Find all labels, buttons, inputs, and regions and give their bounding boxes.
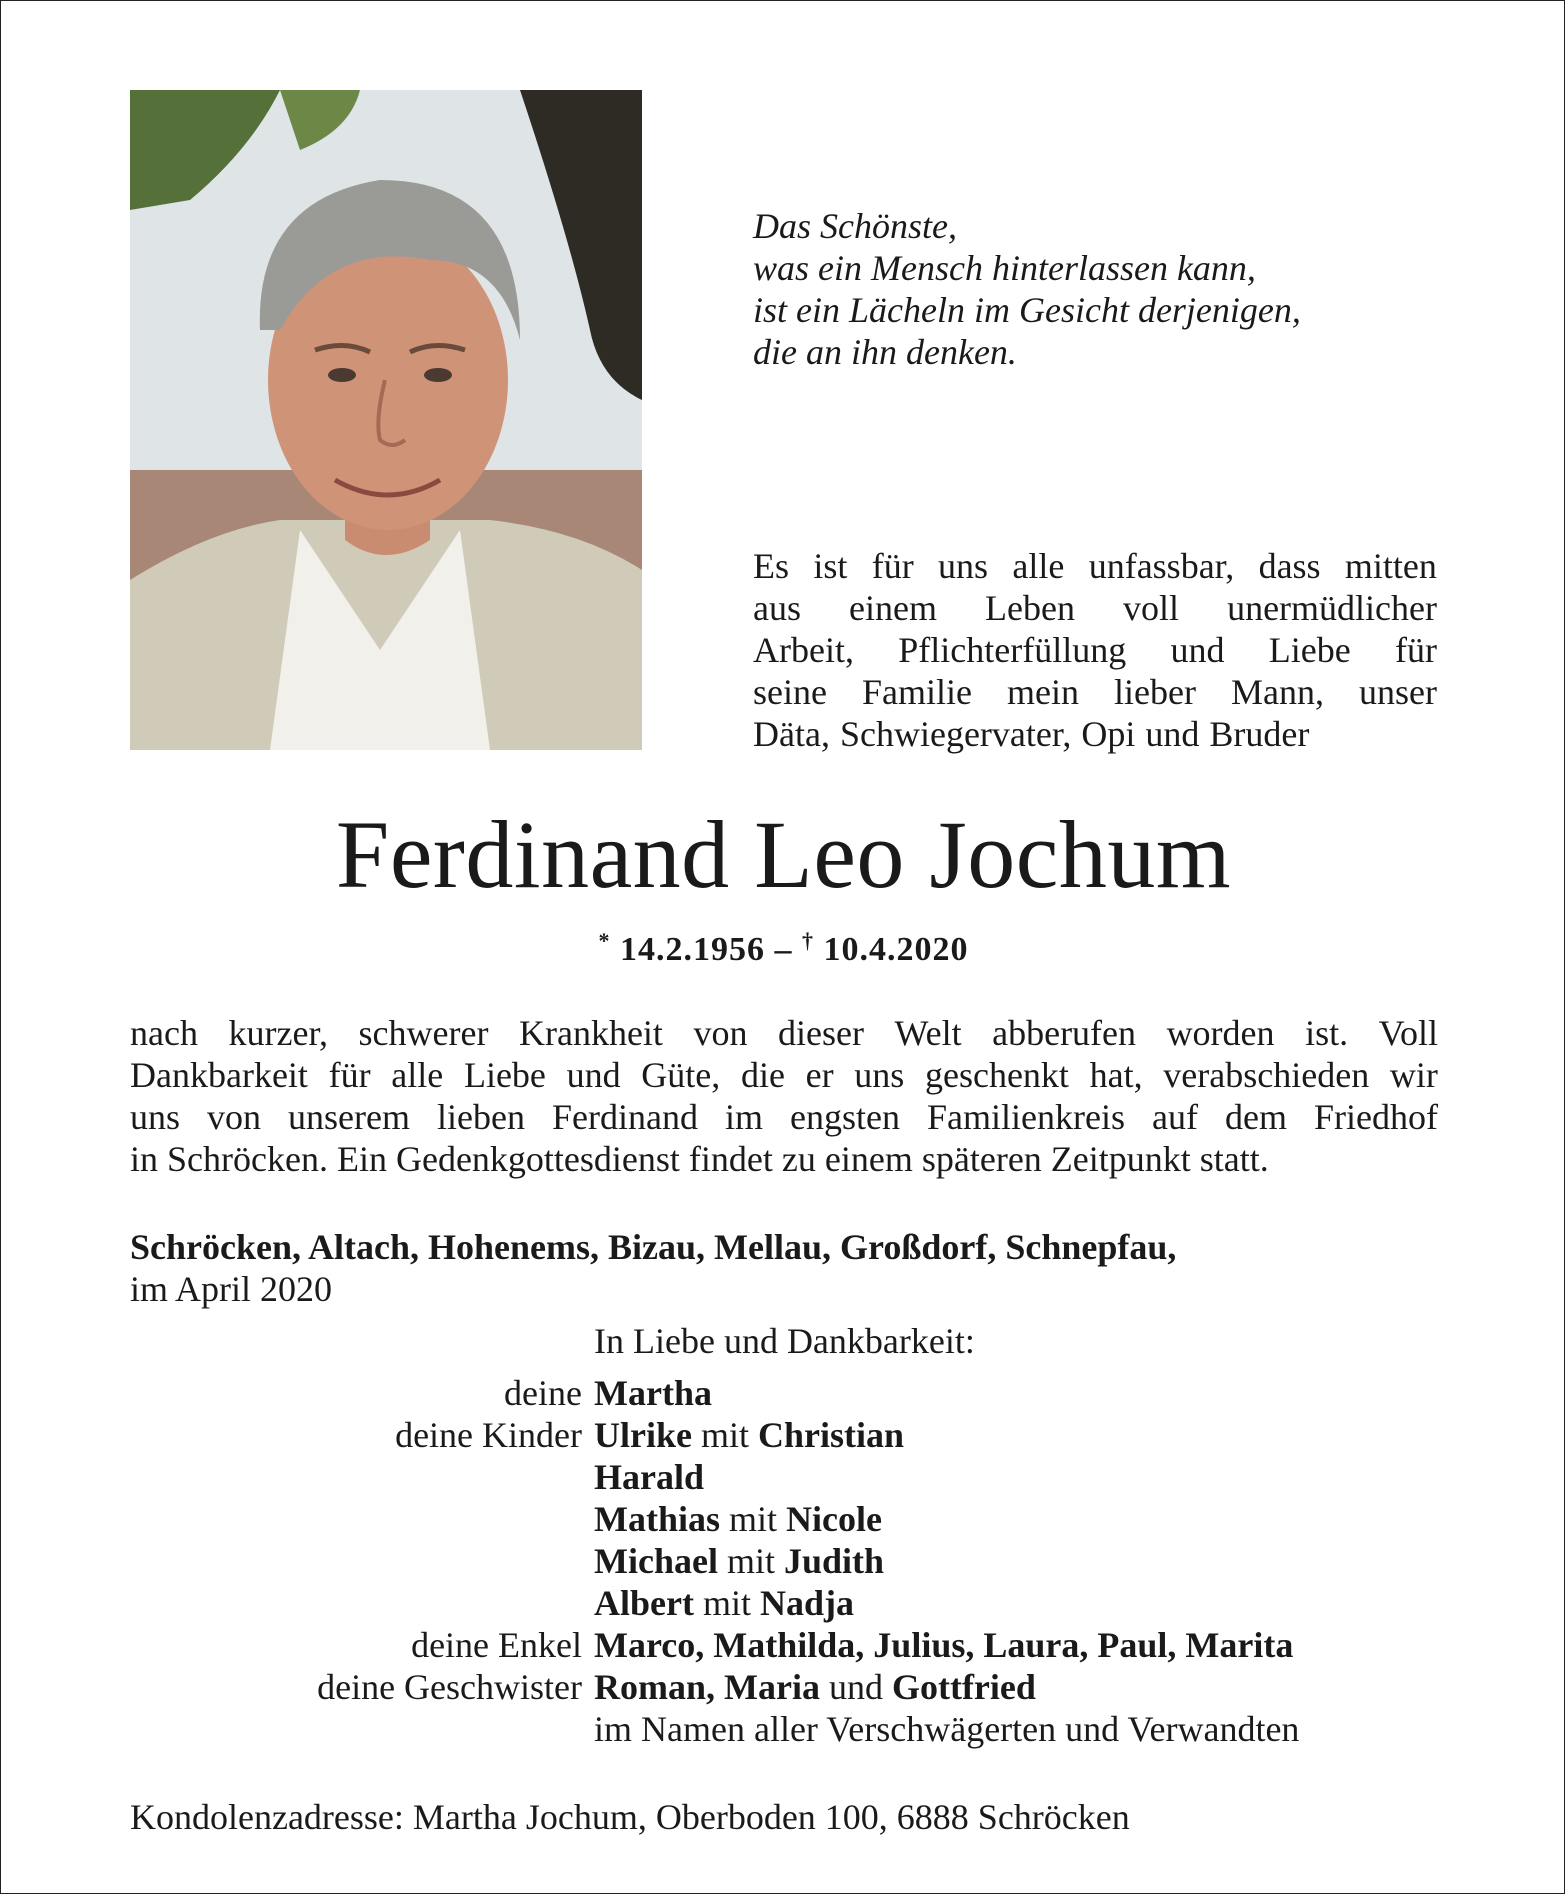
death-symbol: † xyxy=(802,928,814,953)
family-name: Ulrike xyxy=(594,1415,692,1455)
word: statt. xyxy=(1199,1139,1269,1179)
word: Familienkreis xyxy=(927,1097,1125,1137)
word: uns xyxy=(130,1097,181,1137)
relation-label: deine Kinder xyxy=(395,1415,582,1455)
family-row xyxy=(130,1372,1438,1414)
word: kurzer, xyxy=(228,1013,328,1053)
word: zu xyxy=(781,1139,816,1179)
death-date: 10.4.2020 xyxy=(823,931,969,968)
family-name: Gottfried xyxy=(891,1667,1036,1707)
family-row xyxy=(130,1582,1438,1624)
word: Welt xyxy=(894,1013,962,1053)
family-names xyxy=(594,1456,704,1498)
body-paragraph xyxy=(130,1012,1438,1180)
places-list: Schröcken, Altach, Hohenems, Bizau, Mellau, Großdorf, Schnepfau, xyxy=(130,1227,1177,1267)
condolence-address: Kondolenzadresse: Martha Jochum, Oberboden 100, 6888 Schröcken xyxy=(130,1797,1130,1837)
quote-line: die an ihn denken. xyxy=(753,332,1017,372)
quote-line: Das Schönste, xyxy=(753,206,957,246)
intro-line xyxy=(753,713,1437,755)
word: einem xyxy=(849,588,937,628)
signoff: In Liebe und Dankbarkeit: xyxy=(594,1321,975,1361)
word: ist xyxy=(813,546,848,586)
family-name: Albert xyxy=(594,1583,694,1623)
body-line xyxy=(130,1012,1438,1054)
word: Zeitpunkt xyxy=(1050,1139,1191,1179)
place-date: im April 2020 xyxy=(130,1269,333,1309)
birth-date: 14.2.1956 xyxy=(620,931,765,968)
word: er xyxy=(805,1055,834,1095)
connector-text: mit xyxy=(691,1415,758,1455)
connector-text: im Namen aller Verschwägerten und Verwandten xyxy=(594,1709,1300,1749)
places-block xyxy=(130,1226,1176,1310)
deceased-name: Ferdinand Leo Jochum xyxy=(335,801,1232,908)
word: Krankheit xyxy=(518,1013,663,1053)
word: Güte, xyxy=(641,1055,721,1095)
word: Schwiegervater, xyxy=(839,714,1072,754)
word: Liebe xyxy=(463,1055,546,1095)
word: voll xyxy=(1123,588,1180,628)
family-name: Roman, Maria xyxy=(594,1667,820,1707)
word: mein xyxy=(1007,672,1079,712)
family-name: Nicole xyxy=(786,1499,882,1539)
word: unermüdlicher xyxy=(1227,588,1437,628)
family-names xyxy=(594,1498,882,1540)
word: wir xyxy=(1389,1055,1438,1095)
connector-text: und xyxy=(819,1667,892,1707)
date-separator: – xyxy=(774,931,793,968)
family-names xyxy=(594,1624,1293,1666)
intro-line xyxy=(753,545,1437,587)
word: geschenkt xyxy=(924,1055,1069,1095)
quote-line: was ein Mensch hinterlassen kann, xyxy=(753,248,1256,288)
word: unser xyxy=(1358,672,1437,712)
word: im xyxy=(725,1097,764,1137)
relation-label xyxy=(130,1540,594,1582)
family-row xyxy=(130,1666,1438,1708)
word: Däta, xyxy=(753,714,830,754)
connector-text: mit xyxy=(717,1541,784,1581)
memorial-quote xyxy=(753,205,1301,373)
word: aus xyxy=(753,588,801,628)
word: späteren xyxy=(921,1139,1042,1179)
word: dieser xyxy=(778,1013,864,1053)
connector-text: mit xyxy=(693,1583,760,1623)
word: einem xyxy=(824,1139,913,1179)
family-names xyxy=(594,1540,884,1582)
word: für xyxy=(871,546,914,586)
word: Ferdinand xyxy=(552,1097,698,1137)
family-names xyxy=(594,1708,1299,1750)
word: lieben xyxy=(437,1097,525,1137)
relation-label: deine Enkel xyxy=(411,1625,582,1665)
word: uns xyxy=(938,546,989,586)
word: abberufen xyxy=(992,1013,1137,1053)
intro-line xyxy=(753,587,1437,629)
family-name: Mathias xyxy=(594,1499,720,1539)
connector-text: mit xyxy=(720,1499,787,1539)
word: von xyxy=(207,1097,262,1137)
word: schwerer xyxy=(358,1013,489,1053)
life-dates xyxy=(0,928,1567,969)
word: unserem xyxy=(288,1097,411,1137)
family-name: Michael xyxy=(594,1541,718,1581)
word: von xyxy=(693,1013,748,1053)
word: Ein xyxy=(336,1139,387,1179)
family-names xyxy=(594,1414,904,1456)
word: Voll xyxy=(1378,1013,1438,1053)
portrait-photo xyxy=(130,90,642,750)
word: Friedhof xyxy=(1313,1097,1438,1137)
word: dem xyxy=(1224,1097,1287,1137)
family-names xyxy=(594,1372,712,1414)
intro-paragraph xyxy=(753,545,1437,755)
intro-line xyxy=(753,671,1437,713)
body-line xyxy=(130,1096,1438,1138)
word: Dankbarkeit xyxy=(130,1055,308,1095)
word: uns xyxy=(854,1055,905,1095)
word: dass xyxy=(1258,546,1321,586)
family-row xyxy=(130,1456,1438,1498)
word: die xyxy=(740,1055,785,1095)
family-name: Marco, Mathilda, Julius, Laura, Paul, Marita xyxy=(594,1625,1294,1665)
word: Bruder xyxy=(1209,714,1310,754)
word: alle xyxy=(1012,546,1065,586)
word: ist. xyxy=(1305,1013,1349,1053)
word: in xyxy=(130,1139,159,1179)
family-row xyxy=(130,1624,1438,1666)
family-row xyxy=(130,1708,1438,1750)
word: und xyxy=(1145,714,1200,754)
intro-line xyxy=(753,629,1437,671)
family-row xyxy=(130,1498,1438,1540)
family-names xyxy=(594,1582,854,1624)
word: seine xyxy=(753,672,827,712)
relation-label xyxy=(130,1582,594,1624)
word: Pflichterfüllung xyxy=(898,630,1127,670)
family-name: Nadja xyxy=(759,1583,854,1623)
relation-label xyxy=(130,1708,594,1750)
relation-label: deine Geschwister xyxy=(317,1667,582,1707)
relation-label xyxy=(130,1498,594,1540)
family-name: Christian xyxy=(758,1415,905,1455)
quote-line: ist ein Lächeln im Gesicht derjenigen, xyxy=(753,290,1301,330)
word: und xyxy=(566,1055,621,1095)
word: für xyxy=(1395,630,1437,670)
word: mitten xyxy=(1344,546,1437,586)
word: und xyxy=(1170,630,1225,670)
word: Familie xyxy=(861,672,972,712)
word: Gedenkgottesdienst xyxy=(395,1139,680,1179)
family-name: Harald xyxy=(594,1457,705,1497)
word: Opi xyxy=(1081,714,1136,754)
relation-label: deine xyxy=(504,1373,582,1413)
word: Mann, xyxy=(1230,672,1324,712)
family-names xyxy=(594,1666,1036,1708)
word: für xyxy=(328,1055,371,1095)
word: findet xyxy=(688,1139,773,1179)
word: Arbeit, xyxy=(753,630,854,670)
word: alle xyxy=(391,1055,444,1095)
family-row xyxy=(130,1414,1438,1456)
word: Schröcken. xyxy=(167,1139,328,1179)
word: nach xyxy=(130,1013,198,1053)
body-line xyxy=(130,1138,1438,1180)
birth-symbol: * xyxy=(598,928,611,953)
family-row xyxy=(130,1540,1438,1582)
word: engsten xyxy=(790,1097,900,1137)
word: Leben xyxy=(985,588,1075,628)
word: unfassbar, xyxy=(1088,546,1235,586)
word: Liebe xyxy=(1268,630,1351,670)
word: hat, xyxy=(1089,1055,1143,1095)
family-name: Judith xyxy=(783,1541,885,1581)
word: verabschieden xyxy=(1163,1055,1370,1095)
word: worden xyxy=(1166,1013,1275,1053)
family-list xyxy=(130,1372,1438,1750)
relation-label xyxy=(130,1456,594,1498)
word: Es xyxy=(753,546,789,586)
word: lieber xyxy=(1114,672,1196,712)
body-line xyxy=(130,1054,1438,1096)
family-name: Martha xyxy=(594,1373,712,1413)
word: auf xyxy=(1152,1097,1198,1137)
